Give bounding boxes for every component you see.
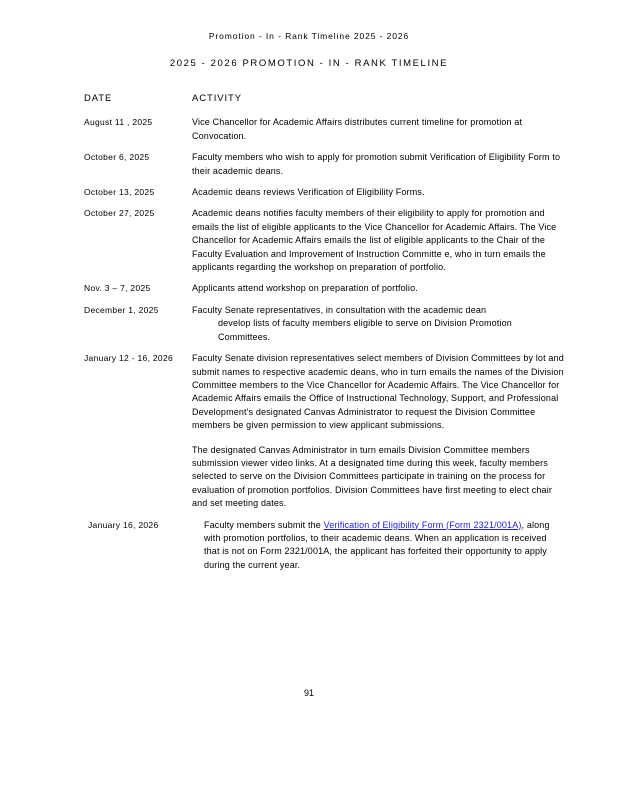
- timeline-table: [84, 92, 564, 578]
- row-activity: [192, 352, 564, 510]
- row-activity: Academic deans notifies faculty members of their eligibility to apply for promotion and emails the list of eligible applicants to the Vice Chancellor for Academic Affairs. The Vice Chancellor for Academic Affairs emails the list of eligible applicants to the Chair of the Faculty Evaluation and Improvement of Instruction Committe e, who in turn emails the applicants regarding the workshop on preparation of portfolio.: [192, 208, 557, 273]
- table-row: [84, 116, 564, 143]
- table-header-row: [84, 92, 564, 105]
- row-activity: Academic deans reviews Verification of Eligibility Forms.: [192, 187, 425, 198]
- row-date: October 6, 2025: [84, 152, 150, 163]
- running-head: Promotion - In - Rank Timeline 2025 - 2026: [208, 31, 410, 41]
- table-row: [84, 519, 564, 573]
- table-row: [84, 352, 564, 510]
- row-date: Nov. 3 – 7, 2025: [84, 283, 151, 294]
- column-header-activity: ACTIVITY: [192, 93, 242, 104]
- row-activity: Faculty members who wish to apply for promotion submit Verification of Eligibility Form to their academic deans.: [192, 152, 561, 176]
- row-activity-prefix: Faculty members submit the: [204, 519, 324, 530]
- table-row: [84, 304, 564, 344]
- row-date: December 1, 2025: [84, 304, 159, 315]
- row-activity-sub: develop lists of faculty members eligible to serve on Division Promotion Committees.: [218, 318, 512, 342]
- row-date: October 13, 2025: [84, 187, 155, 198]
- table-row: [84, 207, 564, 274]
- page-number: 91: [303, 688, 314, 698]
- table-row: [84, 186, 564, 199]
- table-row: [84, 151, 564, 178]
- row-activity: Applicants attend workshop on preparation of portfolio.: [192, 283, 418, 294]
- row-activity: [192, 304, 564, 344]
- row-activity-suffix: , along with promotion portfolios, to their academic deans. When an application is received that is not on Form 2321/001A, the applicant has forfeited their opportunity to apply during the current year.: [204, 519, 550, 570]
- row-date: August 11 , 2025: [84, 117, 153, 128]
- document-title: 2025 - 2026 PROMOTION - IN - RANK TIMELINE: [169, 58, 449, 69]
- row-date: October 27, 2025: [84, 208, 155, 219]
- verification-of-eligibility-form-link[interactable]: Verification of Eligibility Form (Form 2321/001A): [323, 519, 522, 530]
- row-activity: [196, 519, 564, 573]
- row-date: January 16, 2026: [88, 519, 159, 530]
- column-header-date: DATE: [84, 93, 113, 104]
- row-activity-main: Faculty Senate representatives, in consultation with the academic dean: [192, 304, 487, 315]
- row-activity: Vice Chancellor for Academic Affairs distributes current timeline for promotion at Convocation.: [192, 117, 523, 141]
- row-date: January 12 - 16, 2026: [84, 353, 173, 364]
- row-activity-paragraph: The designated Canvas Administrator in turn emails Division Committee members submission viewer video links. At a designated time during this week, faculty members selected to serve on the Division Committees participate in training on the process for evaluation of promotion portfolios. Division Committees have first meeting to elect chair and set meeting dates.: [192, 444, 553, 509]
- row-activity-paragraph: Faculty Senate division representatives select members of Division Committees by lot and submit names to respective academic deans, who in turn emails the names of the Division Committee members to the Vice Chancellor for Academic Affairs. The Vice Chancellor for Academic Affairs emails the Office of Instructional Technology, Support, and Professional Development's designated Canvas Administrator to request the Division Committee members be given permission to view applicant submissions.: [192, 353, 564, 431]
- table-row: [84, 282, 564, 295]
